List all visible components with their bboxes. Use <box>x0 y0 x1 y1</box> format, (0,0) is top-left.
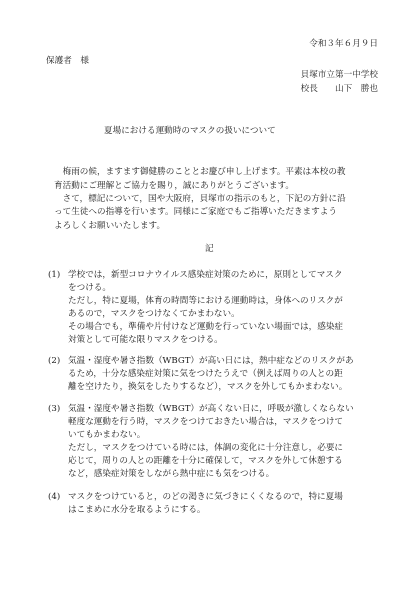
item-line: マスクをつけていると，のどの渇きに気づきにくくなるので，特に夏場 <box>68 492 343 502</box>
greeting-line: 育活動にご理解とご協力を賜り，誠にありがとうございます。 <box>54 181 294 191</box>
item-line: 離を空けたり，換気をしたりするなど），マスクを外してもかまわない。 <box>68 382 348 392</box>
date-line: 令和３年６月９日 <box>309 39 378 49</box>
item-line: 応じて，周りの人との距離を十分に確保して，マスクを外して休憩する <box>68 456 343 466</box>
item-line: 学校では，新型コロナウイルス感染症対策のために，原則としてマスク <box>68 270 343 280</box>
item-line: 軽度な運動を行う時，マスクをつけておきたい場合は，マスクをつけて <box>68 417 344 427</box>
greeting-line: さて，標記について，国や大阪府，貝塚市の指示のもと，下記の方針に沿 <box>54 194 346 204</box>
item-number: (1) <box>48 270 61 280</box>
item-line: をつける。 <box>68 283 111 293</box>
item-line: その場合でも，準備や片付けなど運動を行っていない場面では，感染症 <box>68 322 344 332</box>
item-line: はこまめに水分を取るようにする。 <box>68 505 206 515</box>
item-number: (4) <box>48 492 61 502</box>
addressee: 保護者 様 <box>46 56 89 66</box>
item-line: あるので，マスクをつけなくてかまわない。 <box>68 309 240 319</box>
item-line: ただし，マスクをつけている時には，体調の変化に十分注意し，必要に <box>68 443 344 453</box>
item-number: (2) <box>48 356 61 366</box>
item-line: ただし，特に夏場，体育の時間等における運動時は，身体へのリスクが <box>68 296 343 306</box>
item-line: 対策として可能な限りマスクをつける。 <box>68 335 223 345</box>
document-title: 夏場における運動時のマスクの扱いについて <box>104 126 276 136</box>
item-line: など，感染症対策をしながら熱中症にも気をつける。 <box>68 469 275 479</box>
greeting-line: 梅雨の候，ますます御健勝のこととお慶び申し上げます。平素は本校の教 <box>54 167 346 177</box>
item-line: いてもかまわない。 <box>68 430 146 440</box>
item-line: 気温・湿度や暑さ指数（WBGT）が高い日には，熱中症などのリスクがあ <box>68 356 354 366</box>
greeting-line: って生徒への指導を行います。同様にご家庭でもご指導いただきますよう <box>54 207 337 217</box>
item-number: (3) <box>48 404 61 414</box>
item-line: 気温・湿度や暑さ指数（WBGT）が高くない日に，呼吸が激しくならない <box>68 404 354 414</box>
principal-name: 校長 山下 勝也 <box>300 84 378 94</box>
greeting-line: よろしくお願いいたします。 <box>54 221 166 231</box>
school-name: 貝塚市立第一中学校 <box>300 70 378 80</box>
ki-heading: 記 <box>205 244 214 254</box>
item-line: るため，十分な感染症対策に気をつけたうえで（例えば周りの人との距 <box>68 369 343 379</box>
